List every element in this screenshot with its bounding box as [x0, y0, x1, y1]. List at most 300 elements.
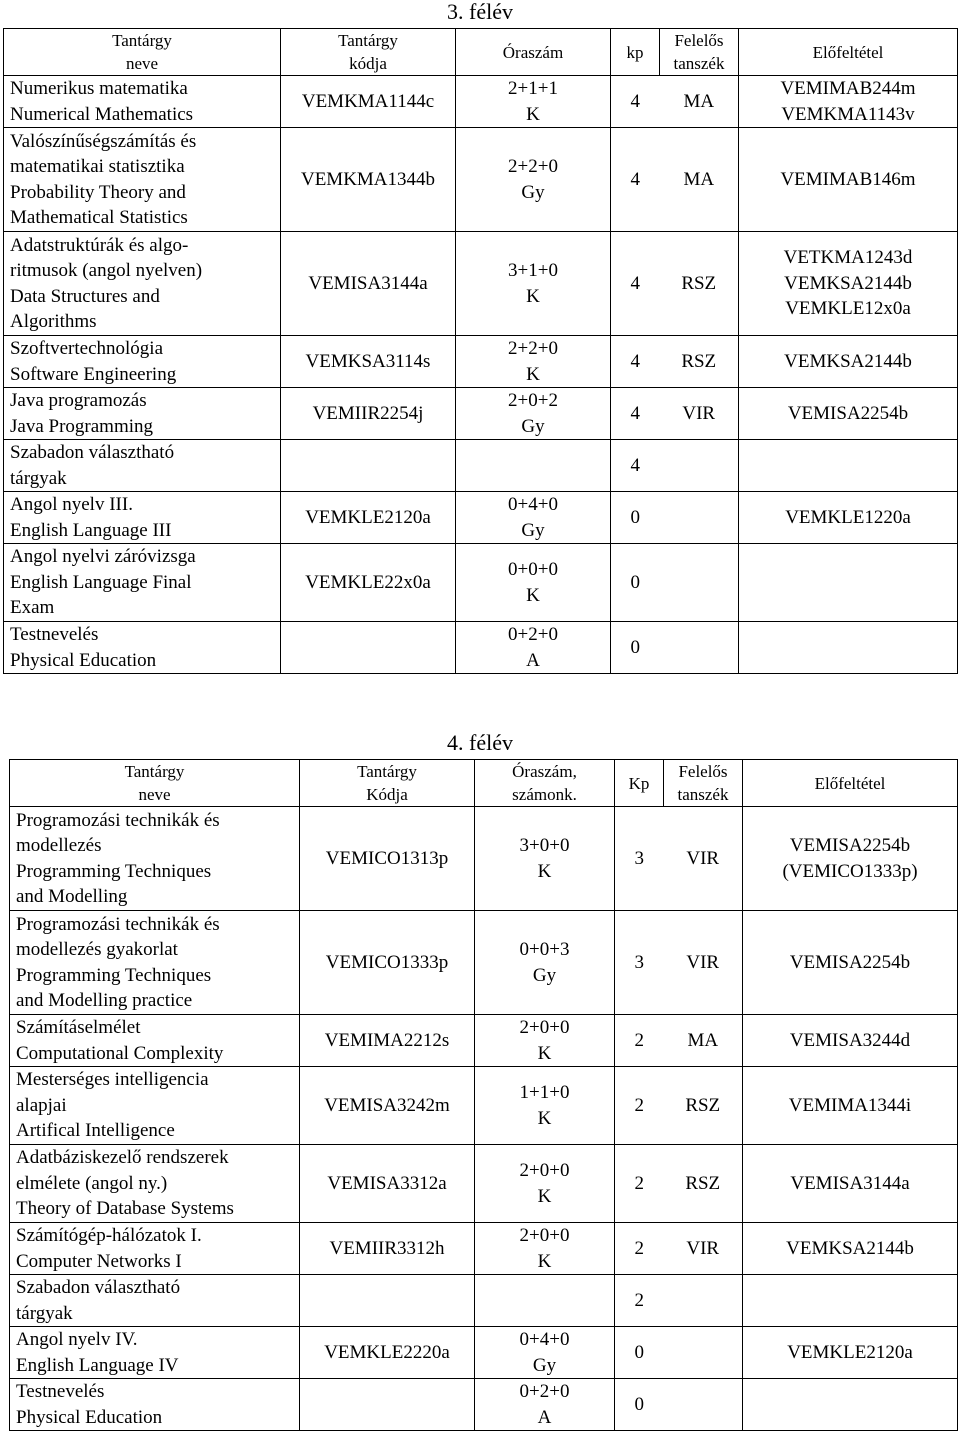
course-code: VEMIIR3312h: [329, 1237, 445, 1259]
prerequisite-cell: [743, 1327, 958, 1379]
prerequisite-line: VEMKMA1143v: [781, 103, 915, 125]
course-code: VEMKLE2220a: [324, 1341, 450, 1363]
hours-cell: [456, 492, 611, 544]
department-value: RSZ: [681, 350, 717, 372]
prerequisite-cell: [739, 622, 958, 674]
column-header-name-line: Tantárgy: [112, 31, 172, 50]
hours-cell: [456, 232, 611, 336]
credit-value: 0: [630, 571, 640, 593]
course-code-cell: [300, 1015, 475, 1067]
department-cell: [660, 492, 739, 544]
column-header-dept-line: tanszék: [673, 54, 725, 73]
table-row: [4, 336, 958, 388]
column-header-prereq-line: Előfeltétel: [814, 773, 886, 793]
hours-line: 0+0+0: [508, 559, 558, 580]
department-cell: [664, 1327, 743, 1379]
hours-line: Gy: [521, 415, 545, 437]
course-code-cell: [300, 1145, 475, 1223]
hours-line: 3+1+0: [508, 260, 558, 281]
column-header-credit: [611, 29, 660, 76]
credit-cell: [611, 336, 660, 388]
credit-cell: [615, 1379, 664, 1431]
credit-cell: [615, 1223, 664, 1275]
prerequisite-cell: [739, 388, 958, 440]
credit-value: 2: [634, 1237, 644, 1259]
course-name-cell: [10, 911, 300, 1015]
column-header-hours: [456, 29, 611, 76]
table-row: [4, 492, 958, 544]
course-code: VEMIIR2254j: [312, 402, 424, 424]
department-value: RSZ: [685, 1094, 721, 1116]
department-value: RSZ: [681, 272, 717, 294]
table-row: [10, 1067, 958, 1145]
column-header-name-line: neve: [125, 54, 159, 73]
course-name-line: Programozási technikák és: [16, 809, 220, 831]
credit-value: 4: [630, 350, 640, 372]
hours-line: 2+1+1: [508, 78, 558, 99]
department-cell: [660, 440, 739, 492]
course-code-cell: [300, 911, 475, 1015]
prerequisite-cell: [739, 232, 958, 336]
course-code-cell: [281, 232, 456, 336]
prerequisite-line: VEMKSA2144b: [784, 272, 912, 294]
hours-line: Gy: [532, 1354, 557, 1376]
semester-3-block: [3, 0, 957, 674]
hours-cell: [475, 807, 615, 911]
prerequisite-cell: [739, 544, 958, 622]
course-code: VEMKMA1344b: [300, 168, 436, 190]
hours-line: Gy: [521, 181, 545, 203]
course-name-line: Computational Complexity: [16, 1042, 224, 1064]
hours-cell: [475, 1327, 615, 1379]
course-name-line: Számításelmélet: [16, 1017, 141, 1038]
hours-line: A: [526, 649, 540, 671]
credit-value: 3: [634, 847, 644, 869]
column-header-prereq-line: Előfeltétel: [812, 42, 884, 62]
course-name-line: Testnevelés: [16, 1381, 105, 1402]
column-header-code-line: Tantárgy: [338, 31, 398, 50]
course-name-line: modellezés: [16, 835, 102, 856]
table-row: [4, 544, 958, 622]
hours-cell: [475, 1067, 615, 1145]
department-cell: [664, 1145, 743, 1223]
credit-cell: [611, 622, 660, 674]
course-name-line: Computer Networks I: [16, 1250, 182, 1272]
hours-line: K: [526, 285, 540, 307]
department-cell: [660, 76, 739, 128]
hours-cell: [456, 128, 611, 232]
course-name-line: Artifical Intelligence: [16, 1120, 175, 1142]
course-name-line: Szabadon választható: [16, 1277, 181, 1298]
department-cell: [660, 232, 739, 336]
course-name-line: ritmusok (angol nyelven): [10, 260, 203, 281]
hours-cell: [475, 1015, 615, 1067]
course-code-cell: [281, 128, 456, 232]
table-row: [10, 807, 958, 911]
course-name-line: Valószínűségszámítás és: [10, 130, 197, 152]
credit-cell: [611, 232, 660, 336]
department-cell: [660, 336, 739, 388]
course-name-line: Testnevelés: [10, 624, 99, 645]
credit-value: 2: [634, 1289, 644, 1311]
credit-cell: [615, 911, 664, 1015]
course-code-cell: [300, 1379, 475, 1431]
department-value: MA: [683, 90, 715, 112]
course-name-cell: [4, 492, 281, 544]
course-name-cell: [10, 1223, 300, 1275]
hours-line: 2+0+0: [519, 1017, 570, 1038]
course-name-line: Adatstruktúrák és algo-: [10, 234, 189, 256]
course-name-cell: [10, 1067, 300, 1145]
column-header-hours: [475, 760, 615, 807]
credit-value: 2: [634, 1094, 644, 1116]
column-header-credit: [615, 760, 664, 807]
course-name-cell: [10, 1015, 300, 1067]
header-row: [4, 29, 958, 76]
column-header-code: [300, 760, 475, 807]
department-cell: [660, 622, 739, 674]
table-row: [10, 1379, 958, 1431]
course-name-line: Angol nyelv IV.: [16, 1329, 138, 1350]
table-row: [4, 76, 958, 128]
course-name-line: Szabadon választható: [10, 442, 175, 463]
prerequisite-line: VEMKLE2120a: [787, 1341, 913, 1363]
course-name-line: Programozási technikák és: [16, 913, 220, 935]
prerequisite-cell: [739, 440, 958, 492]
credit-cell: [615, 1015, 664, 1067]
semester-4-block: [3, 731, 957, 1431]
column-header-dept-line: tanszék: [677, 785, 729, 804]
course-name-cell: [4, 388, 281, 440]
column-header-code-line: kódja: [349, 54, 387, 73]
hours-line: A: [537, 1406, 552, 1428]
department-value: VIR: [686, 847, 720, 869]
hours-cell: [475, 1145, 615, 1223]
hours-line: 1+1+0: [519, 1082, 570, 1103]
prerequisite-line: VEMKLE1220a: [785, 506, 911, 528]
course-code-cell: [281, 492, 456, 544]
column-header-prereq: [739, 29, 958, 76]
header-row: [10, 760, 958, 807]
course-name-line: Java programozás: [10, 390, 147, 411]
hours-line: K: [526, 584, 540, 606]
credit-cell: [611, 388, 660, 440]
course-code-cell: [281, 388, 456, 440]
column-header-name: [4, 29, 281, 76]
semester-4-title: 4. félév: [447, 730, 513, 755]
hours-line: 2+0+0: [519, 1160, 570, 1181]
prerequisite-cell: [743, 807, 958, 911]
hours-line: 0+0+3: [519, 939, 570, 960]
credit-cell: [615, 807, 664, 911]
hours-cell: [475, 1223, 615, 1275]
course-name-cell: [10, 1145, 300, 1223]
prerequisite-line: VEMIMAB244m: [780, 78, 916, 99]
table-row: [4, 388, 958, 440]
prerequisite-cell: [743, 1015, 958, 1067]
credit-cell: [615, 1067, 664, 1145]
credit-cell: [611, 544, 660, 622]
credit-value: 2: [634, 1029, 644, 1051]
course-code: VEMKMA1144c: [301, 90, 435, 112]
column-header-name: [10, 760, 300, 807]
department-cell: [660, 388, 739, 440]
credit-cell: [615, 1275, 664, 1327]
table-row: [4, 232, 958, 336]
course-name-cell: [4, 128, 281, 232]
column-header-dept-line: Felelős: [674, 31, 724, 50]
course-name-cell: [4, 232, 281, 336]
credit-value: 4: [630, 402, 640, 424]
course-name-line: and Modelling practice: [16, 990, 193, 1011]
prerequisite-cell: [743, 1379, 958, 1431]
hours-cell: [456, 440, 611, 492]
prerequisite-line: VETKMA1243d: [783, 247, 913, 269]
course-name-line: Java Programming: [10, 415, 154, 437]
hours-line: 2+2+0: [508, 338, 558, 359]
hours-line: Gy: [521, 519, 545, 541]
prerequisite-cell: [739, 76, 958, 128]
course-name-line: Numerical Mathematics: [10, 103, 194, 125]
credit-value: 0: [630, 506, 640, 528]
course-code: VEMKLE2120a: [305, 506, 431, 528]
course-code-cell: [281, 336, 456, 388]
column-header-hours-line: Óraszám: [502, 42, 564, 62]
credit-value: 4: [630, 168, 640, 190]
credit-cell: [611, 76, 660, 128]
prerequisite-line: VEMKSA2144b: [786, 1237, 914, 1259]
credit-value: 0: [634, 1341, 644, 1363]
prerequisite-line: VEMISA3244d: [789, 1029, 911, 1051]
semester-4-table: [9, 759, 958, 1431]
table-row: [10, 1223, 958, 1275]
course-name-line: Mathematical Statistics: [10, 207, 188, 228]
column-header-name-line: neve: [138, 785, 171, 804]
course-code-cell: [300, 807, 475, 911]
department-cell: [664, 911, 743, 1015]
column-header-name-line: Tantárgy: [124, 762, 185, 781]
column-header-prereq: [743, 760, 958, 807]
course-name-line: Probability Theory and: [10, 181, 186, 203]
department-value: VIR: [682, 402, 716, 424]
course-name-line: English Language IV: [16, 1354, 179, 1376]
hours-line: 0+2+0: [519, 1381, 570, 1402]
prerequisite-cell: [739, 336, 958, 388]
hours-line: 2+2+0: [508, 156, 558, 177]
prerequisite-line: VEMIMAB146m: [780, 168, 916, 190]
course-name-line: Exam: [10, 597, 55, 619]
credit-cell: [611, 440, 660, 492]
department-cell: [664, 1275, 743, 1327]
course-code-cell: [281, 622, 456, 674]
table-row: [10, 1275, 958, 1327]
hours-line: 0+4+0: [519, 1329, 570, 1350]
column-header-hours-line: Óraszám,: [512, 762, 577, 781]
course-code: VEMICO1313p: [325, 847, 449, 869]
course-name-line: matematikai statisztika: [10, 156, 185, 177]
course-name-line: Szoftvertechnológia: [10, 338, 164, 359]
course-name-line: elmélete (angol ny.): [16, 1172, 168, 1194]
course-name-line: Mesterséges intelligencia: [16, 1069, 209, 1091]
table-row: [10, 1015, 958, 1067]
course-name-cell: [10, 807, 300, 911]
table-row: [10, 1145, 958, 1223]
table-row: [10, 1327, 958, 1379]
prerequisite-line: VEMISA2254b: [789, 835, 911, 856]
course-name-line: Algorithms: [10, 311, 97, 332]
course-name-line: Physical Education: [16, 1406, 163, 1428]
prerequisite-cell: [743, 1275, 958, 1327]
hours-cell: [456, 336, 611, 388]
column-header-hours-line: számonk.: [512, 785, 577, 804]
hours-cell: [456, 76, 611, 128]
semester-3-table: [3, 28, 958, 674]
department-cell: [660, 544, 739, 622]
credit-value: 0: [634, 1393, 644, 1415]
credit-cell: [611, 128, 660, 232]
prerequisite-cell: [743, 1145, 958, 1223]
column-header-credit-line: kp: [626, 42, 644, 62]
course-code-cell: [281, 544, 456, 622]
department-cell: [664, 807, 743, 911]
prerequisite-line: VEMISA3144a: [790, 1172, 910, 1194]
course-name-cell: [4, 440, 281, 492]
column-header-dept: [664, 760, 743, 807]
department-cell: [664, 1379, 743, 1431]
prerequisite-line: (VEMICO1333p): [782, 860, 918, 882]
prerequisite-cell: [739, 492, 958, 544]
department-value: VIR: [686, 1237, 720, 1259]
credit-value: 4: [630, 90, 640, 112]
prerequisite-cell: [739, 128, 958, 232]
hours-line: K: [537, 1107, 552, 1129]
hours-cell: [456, 544, 611, 622]
semester-3-title: 3. félév: [447, 0, 513, 24]
course-code-cell: [281, 440, 456, 492]
hours-line: K: [537, 1250, 552, 1272]
table-row: [10, 911, 958, 1015]
course-name-line: alapjai: [16, 1094, 67, 1116]
hours-line: 0+4+0: [508, 494, 558, 515]
hours-line: K: [537, 860, 552, 882]
credit-cell: [615, 1145, 664, 1223]
department-value: MA: [687, 1029, 719, 1051]
course-name-line: and Modelling: [16, 886, 128, 907]
prerequisite-line: VEMISA2254b: [789, 951, 911, 973]
prerequisite-line: VEMKLE12x0a: [785, 298, 911, 320]
column-header-dept-line: Felelős: [678, 762, 728, 781]
course-name-cell: [10, 1379, 300, 1431]
department-cell: [664, 1223, 743, 1275]
course-name-line: Programming Techniques: [16, 860, 212, 882]
credit-value: 4: [630, 272, 640, 294]
prerequisite-cell: [743, 911, 958, 1015]
course-name-cell: [4, 622, 281, 674]
course-code: VEMISA3312a: [327, 1172, 447, 1194]
course-name-line: Adatbáziskezelő rendszerek: [16, 1147, 229, 1169]
hours-cell: [475, 1379, 615, 1431]
column-header-credit-line: Kp: [628, 773, 650, 793]
prerequisite-cell: [743, 1067, 958, 1145]
column-header-code-line: Kódja: [366, 785, 408, 804]
course-code: VEMISA3144a: [308, 272, 428, 294]
credit-value: 0: [630, 636, 640, 658]
hours-cell: [475, 911, 615, 1015]
department-value: MA: [683, 168, 715, 190]
course-name-cell: [4, 336, 281, 388]
course-name-cell: [10, 1275, 300, 1327]
department-cell: [664, 1067, 743, 1145]
hours-line: K: [537, 1042, 552, 1064]
course-name-line: Data Structures and: [10, 285, 160, 307]
hours-cell: [475, 1275, 615, 1327]
course-name-line: modellezés gyakorlat: [16, 939, 178, 960]
department-value: VIR: [686, 951, 720, 973]
course-name-line: Angol nyelvi záróvizsga: [10, 546, 196, 568]
column-header-dept: [660, 29, 739, 76]
credit-value: 3: [634, 951, 644, 973]
course-name-line: Software Engineering: [10, 363, 177, 385]
course-name-line: Physical Education: [10, 649, 157, 671]
hours-line: K: [526, 103, 540, 125]
course-name-line: Számítógép-hálózatok I.: [16, 1225, 202, 1246]
course-name-line: Angol nyelv III.: [10, 494, 133, 515]
course-name-cell: [4, 544, 281, 622]
course-code: VEMIMA2212s: [324, 1029, 450, 1051]
hours-line: K: [526, 363, 540, 385]
credit-cell: [615, 1327, 664, 1379]
credit-value: 4: [630, 454, 640, 476]
table-row: [4, 622, 958, 674]
department-cell: [660, 128, 739, 232]
hours-line: 2+0+2: [508, 390, 558, 411]
prerequisite-line: VEMIMA1344i: [788, 1094, 912, 1116]
hours-line: 0+2+0: [508, 624, 558, 645]
hours-cell: [456, 388, 611, 440]
credit-cell: [611, 492, 660, 544]
course-name-cell: [10, 1327, 300, 1379]
course-code-cell: [300, 1327, 475, 1379]
course-code-cell: [300, 1067, 475, 1145]
course-code: VEMKLE22x0a: [305, 571, 431, 593]
credit-value: 2: [634, 1172, 644, 1194]
course-name-line: tárgyak: [16, 1302, 73, 1324]
course-code-cell: [281, 76, 456, 128]
course-code: VEMKSA3114s: [305, 350, 431, 372]
department-cell: [664, 1015, 743, 1067]
course-code-cell: [300, 1223, 475, 1275]
department-value: RSZ: [685, 1172, 721, 1194]
table-row: [4, 128, 958, 232]
course-code: VEMISA3242m: [324, 1094, 450, 1116]
hours-line: Gy: [532, 964, 557, 986]
course-name-line: English Language III: [10, 519, 172, 541]
course-name-line: English Language Final: [10, 571, 192, 593]
column-header-code: [281, 29, 456, 76]
table-row: [4, 440, 958, 492]
prerequisite-line: VEMISA2254b: [787, 402, 909, 424]
course-name-cell: [4, 76, 281, 128]
column-header-code-line: Tantárgy: [357, 762, 417, 781]
hours-cell: [456, 622, 611, 674]
hours-line: 3+0+0: [519, 835, 570, 856]
course-name-line: Programming Techniques: [16, 964, 212, 986]
course-code: VEMICO1333p: [325, 951, 449, 973]
prerequisite-line: VEMKSA2144b: [784, 350, 912, 372]
course-name-line: Numerikus matematika: [10, 78, 188, 99]
hours-line: 2+0+0: [519, 1225, 570, 1246]
prerequisite-cell: [743, 1223, 958, 1275]
